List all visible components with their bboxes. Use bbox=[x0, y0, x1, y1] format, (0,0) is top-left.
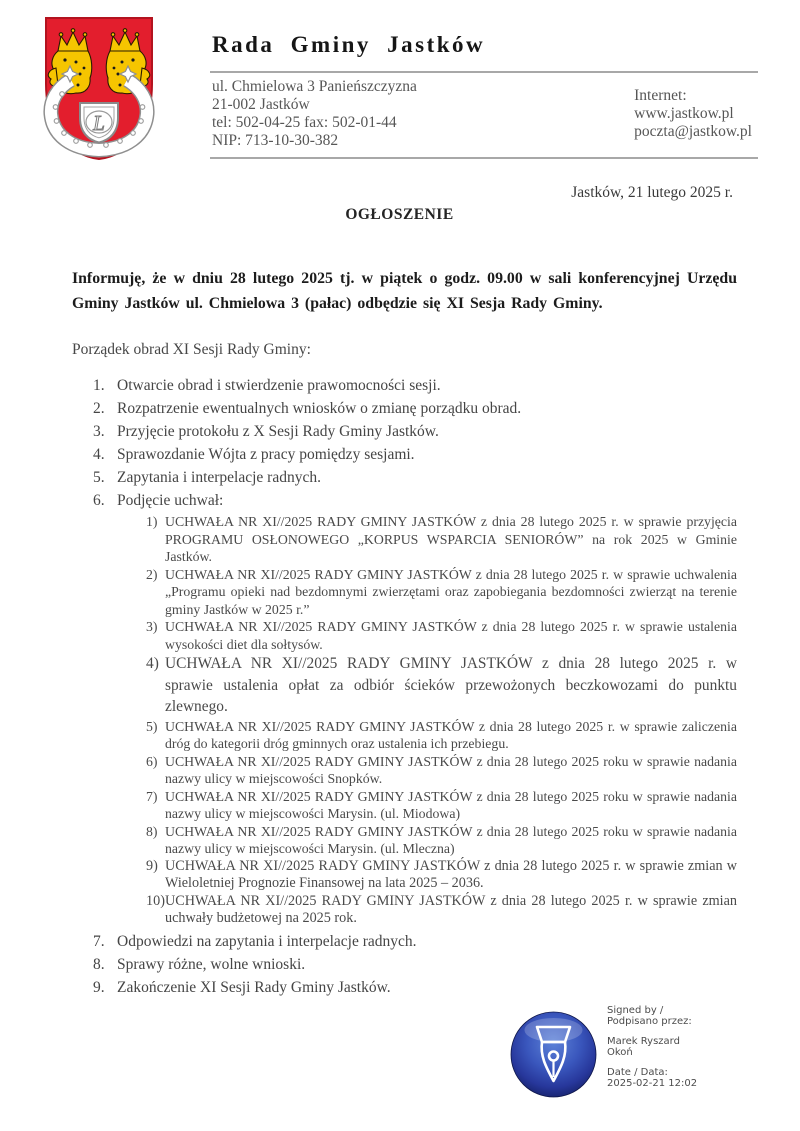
agenda-item-number: 5. bbox=[93, 469, 105, 486]
address-phone-fax: tel: 502-04-25 fax: 502-01-44 bbox=[212, 114, 397, 131]
resolution-item bbox=[117, 653, 737, 718]
agenda-item bbox=[72, 377, 737, 395]
agenda-item-number: 6. bbox=[93, 492, 105, 509]
agenda-item-text: Zakończenie XI Sesji Rady Gminy Jastków. bbox=[117, 978, 391, 996]
resolution-number: 5) bbox=[146, 718, 158, 734]
resolution-text: UCHWAŁA NR XI//2025 RADY GMINY JASTKÓW z dnia 28 lutego 2025 r. w sprawie zmian w Wieloletniej Prognozie Finansowej na lata 2025 – 2036. bbox=[165, 857, 737, 891]
agenda-item-text: Otwarcie obrad i stwierdzenie prawomocności sesji. bbox=[117, 377, 441, 394]
resolution-item bbox=[117, 788, 737, 823]
resolution-text: UCHWAŁA NR XI//2025 RADY GMINY JASTKÓW z dnia 28 lutego 2025 roku w sprawie nadania nazwy ulicy w miejscowości Snopków. bbox=[165, 753, 737, 786]
intro-paragraph: Informuję, że w dniu 28 lutego 2025 tj. w piątek o godz. 09.00 w sali konferencyjnej Urzędu Gminy Jastków ul. Chmielowa 3 (pałac) odbędzie się XI Sesja Rady Gminy. bbox=[72, 270, 737, 312]
agenda-item-text: Zapytania i interpelacje radnych. bbox=[117, 469, 321, 486]
digital-signature-block bbox=[510, 1005, 737, 1098]
document-title: OGŁOSZENIE bbox=[345, 206, 454, 223]
agenda-item-text: Podjęcie uchwał: bbox=[117, 492, 224, 509]
resolution-text: UCHWAŁA NR XI//2025 RADY GMINY JASTKÓW z dnia 28 lutego 2025 r. w sprawie zaliczenia dróg do kategorii dróg gminnych oraz ustalenia ich przebiegu. bbox=[165, 718, 737, 751]
agenda-item bbox=[72, 400, 737, 418]
resolution-item bbox=[117, 718, 737, 753]
resolution-text: UCHWAŁA NR XI//2025 RADY GMINY JASTKÓW z dnia 28 lutego 2025 r. w sprawie uchwalenia „Programu opieki nad bezdomnymi zwierzętami oraz zapobiegania bezdomności zwierząt na terenie gminy Jastków w 2025 r.” bbox=[165, 566, 737, 617]
agenda-item-number: 2. bbox=[93, 400, 105, 417]
pen-nib-icon bbox=[510, 1011, 597, 1098]
address-block bbox=[212, 78, 417, 150]
agenda-item bbox=[72, 933, 737, 951]
agenda-heading: Porządek obrad XI Sesji Rady Gminy: bbox=[72, 341, 311, 358]
agenda-item bbox=[72, 492, 737, 928]
resolution-item bbox=[117, 618, 737, 653]
place-date-line: Jastków, 21 lutego 2025 r. bbox=[571, 184, 733, 201]
agenda-item-text: Rozpatrzenie ewentualnych wniosków o zmianę porządku obrad. bbox=[117, 400, 522, 417]
signer-first-names: Marek Ryszard bbox=[607, 1035, 680, 1047]
agenda-item-text: Odpowiedzi na zapytania i interpelacje radnych. bbox=[117, 932, 417, 950]
resolution-item bbox=[117, 893, 737, 928]
resolution-item bbox=[117, 753, 737, 788]
agenda-item-text: Przyjęcie protokołu z X Sesji Rady Gminy Jastków. bbox=[117, 423, 439, 440]
svg-text:L: L bbox=[93, 111, 105, 135]
email: poczta@jastkow.pl bbox=[634, 123, 752, 140]
letterhead bbox=[72, 0, 752, 172]
resolutions-list bbox=[117, 513, 737, 928]
address-street: ul. Chmielowa 3 Panieńszczyzna bbox=[212, 78, 417, 95]
resolution-item bbox=[117, 566, 737, 619]
agenda-item bbox=[72, 446, 737, 464]
agenda-item-number: 3. bbox=[93, 423, 105, 440]
signature-date-label: Date / Data: bbox=[607, 1066, 668, 1078]
contact-block bbox=[210, 73, 758, 159]
internet-block bbox=[634, 78, 758, 150]
signed-by-label-pl: Podpisano przez: bbox=[607, 1016, 692, 1027]
resolution-number: 6) bbox=[146, 753, 158, 769]
agenda-item bbox=[72, 956, 737, 974]
signature-date-value: 2025-02-21 12:02 bbox=[607, 1078, 698, 1089]
address-nip: NIP: 713-10-30-382 bbox=[212, 132, 339, 149]
resolution-text: UCHWAŁA NR XI//2025 RADY GMINY JASTKÓW z dnia 28 lutego 2025 roku w sprawie nadania nazwy ulicy w miejscowości Marysin. (ul. Miodowa) bbox=[165, 788, 737, 821]
resolution-number: 8) bbox=[146, 823, 158, 839]
signed-by-label-en: Signed by / bbox=[607, 1004, 664, 1016]
agenda-item-number: 8. bbox=[93, 955, 105, 973]
resolution-text: UCHWAŁA NR XI//2025 RADY GMINY JASTKÓW z dnia 28 lutego 2025 r. w sprawie zmian uchwały budżetowej na 2025 rok. bbox=[165, 892, 737, 926]
resolution-number: 4) bbox=[146, 655, 159, 672]
resolution-text: UCHWAŁA NR XI//2025 RADY GMINY JASTKÓW z dnia 28 lutego 2025 roku w sprawie nadania nazwy ulicy w miejscowości Marysin. (ul. Mleczna) bbox=[165, 823, 737, 856]
agenda-item-number: 7. bbox=[93, 932, 105, 950]
resolution-item bbox=[117, 858, 737, 893]
signer-last-name: Okoń bbox=[607, 1047, 633, 1058]
resolution-number: 9) bbox=[146, 857, 158, 874]
resolution-number: 2) bbox=[146, 566, 158, 582]
resolution-item bbox=[117, 513, 737, 566]
resolution-number: 10) bbox=[146, 892, 165, 909]
signature-text bbox=[607, 1005, 697, 1098]
resolution-number: 3) bbox=[146, 619, 158, 634]
resolution-text: UCHWAŁA NR XI//2025 RADY GMINY JASTKÓW z dnia 28 lutego 2025 r. w sprawie przyjęcia PROGRAMU OSŁONOWEGO „KORPUS WSPARCIA SENIORÓW” na rok 2025 w Gminie Jastków. bbox=[165, 514, 737, 564]
resolution-text: UCHWAŁA NR XI//2025 RADY GMINY JASTKÓW z dnia 28 lutego 2025 r. w sprawie ustalenia wysokości diet dla sołtysów. bbox=[165, 619, 737, 652]
website: www.jastkow.pl bbox=[634, 105, 734, 122]
agenda-item bbox=[72, 979, 737, 997]
org-name: Rada Gminy Jastków bbox=[210, 28, 758, 73]
resolution-number: 7) bbox=[146, 788, 158, 804]
agenda-list bbox=[72, 377, 737, 997]
agenda-item-number: 9. bbox=[93, 978, 105, 996]
resolution-number: 1) bbox=[146, 514, 158, 529]
agenda-item bbox=[72, 469, 737, 487]
agenda-item bbox=[72, 423, 737, 441]
address-city: 21-002 Jastków bbox=[212, 96, 310, 113]
coat-of-arms bbox=[38, 12, 160, 164]
agenda-item-number: 1. bbox=[93, 377, 105, 394]
internet-label: Internet: bbox=[634, 87, 687, 104]
resolution-text: UCHWAŁA NR XI//2025 RADY GMINY JASTKÓW z dnia 28 lutego 2025 r. w sprawie ustalenia opłat za odbiór ścieków przewożonych beczkowozami do punktu zlewnego. bbox=[165, 655, 737, 715]
agenda-item-text: Sprawozdanie Wójta z pracy pomiędzy sesjami. bbox=[117, 446, 415, 463]
agenda-item-number: 4. bbox=[93, 446, 105, 463]
agenda-item-text: Sprawy różne, wolne wnioski. bbox=[117, 955, 306, 973]
resolution-item bbox=[117, 823, 737, 858]
